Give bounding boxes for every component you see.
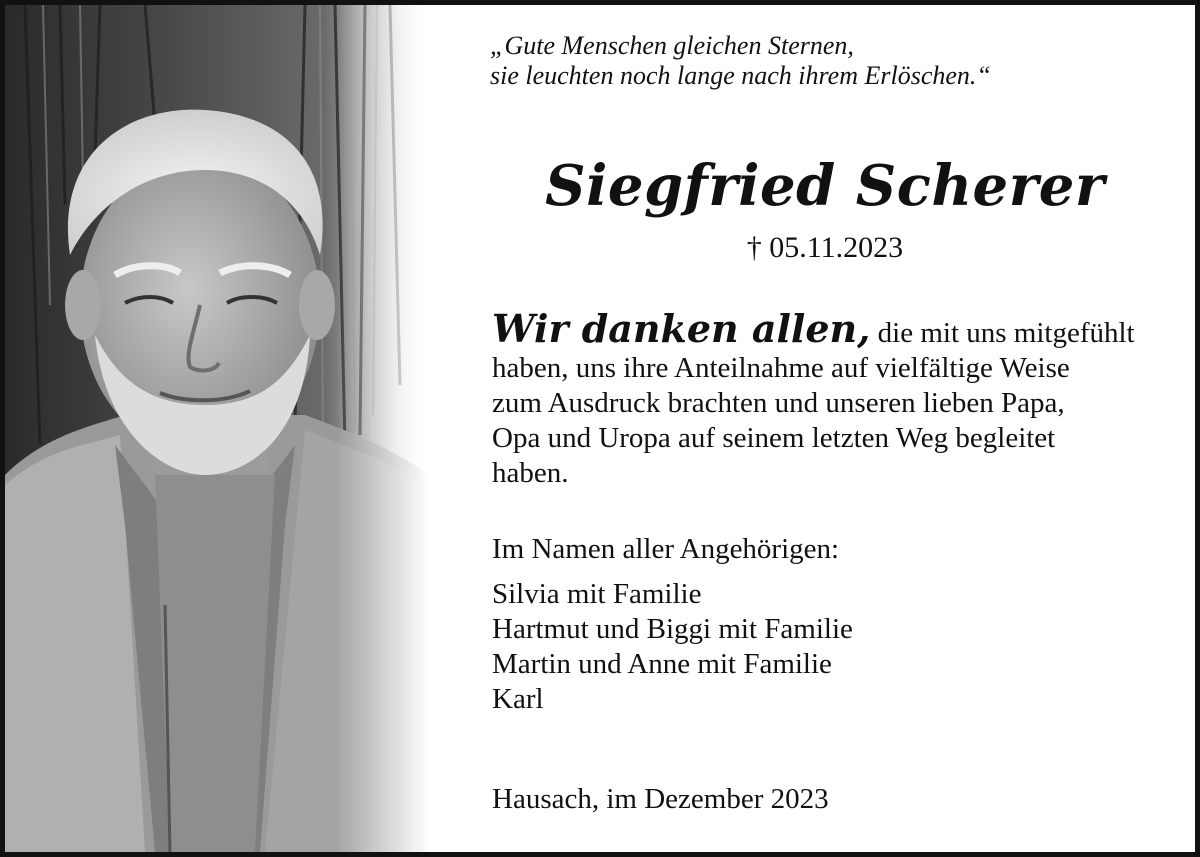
family-member: Hartmut und Biggi mit Familie	[492, 613, 853, 645]
portrait-illustration	[5, 5, 430, 852]
family-intro: Im Namen aller Angehörigen:	[492, 533, 840, 565]
portrait-photo	[5, 5, 430, 852]
family-member: Karl	[492, 683, 544, 715]
thanks-lead: Wir danken allen,	[492, 306, 871, 351]
family-member: Silvia mit Familie	[492, 578, 702, 610]
deceased-name: Siegfried Scherer	[545, 153, 1105, 219]
thanks-line-4: Opa und Uropa auf seinem letzten Weg begleitet	[492, 422, 1056, 454]
thanks-line-1: die mit uns mitgefühlt	[870, 317, 1135, 349]
family-member: Martin und Anne mit Familie	[492, 648, 832, 680]
family-list	[492, 577, 853, 717]
thanks-line-2: haben, uns ihre Anteilnahme auf vielfältige Weise	[492, 352, 1070, 384]
thanks-paragraph	[492, 306, 1172, 491]
quote-line-1: „Gute Menschen gleichen Sternen,	[490, 31, 854, 60]
thanks-line-5: haben.	[492, 457, 569, 489]
thanks-line-3: zum Ausdruck brachten und unseren lieben Papa,	[492, 387, 1065, 419]
quote-line-2: sie leuchten noch lange nach ihrem Erlöschen.“	[490, 61, 991, 90]
memorial-quote	[490, 31, 991, 91]
death-date: † 05.11.2023	[746, 231, 904, 264]
place-and-date: Hausach, im Dezember 2023	[492, 783, 829, 815]
